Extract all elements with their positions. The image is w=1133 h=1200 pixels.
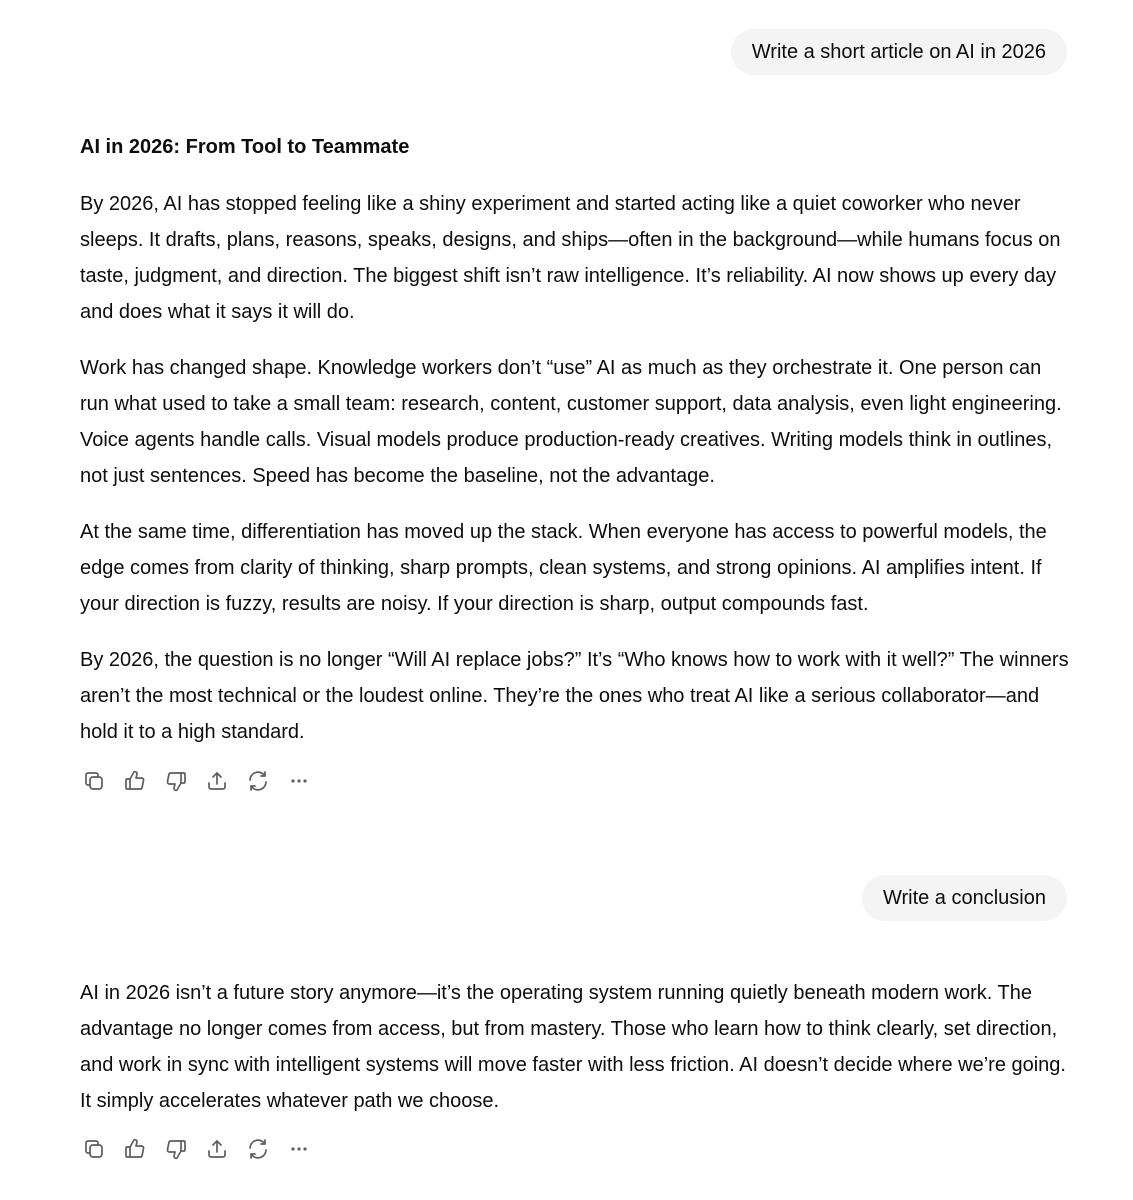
user-message: Write a conclusion: [862, 875, 1067, 921]
article-paragraph: Work has changed shape. Knowledge workers don’t “use” AI as much as they orchestrate it. One person can run what used to take a small team: research, content, customer support, data analysis, even light engineering. Voice agents handle calls. Visual models produce production-ready creatives. Writing models think in outlines, not just sentences. Speed has become the baseline, not the advantage.: [80, 357, 1062, 487]
share-button[interactable]: [203, 767, 231, 795]
more-button[interactable]: [285, 1135, 313, 1163]
thumbs-down-icon: [164, 769, 188, 793]
article-paragraph: By 2026, the question is no longer “Will AI replace jobs?” It’s “Who knows how to work with it well?” The winners aren’t the most technical or the loudest online. They’re the ones who treat AI like a serious collaborator—and hold it to a high standard.: [80, 649, 1069, 743]
more-icon: [287, 769, 311, 793]
thumbs-down-button[interactable]: [162, 767, 190, 795]
regenerate-button[interactable]: [244, 1135, 272, 1163]
thumbs-up-button[interactable]: [121, 767, 149, 795]
more-button[interactable]: [285, 767, 313, 795]
article-paragraph: By 2026, AI has stopped feeling like a shiny experiment and started acting like a quiet coworker who never sleeps. It drafts, plans, reasons, speaks, designs, and ships—often in the background—while humans focus on taste, judgment, and direction. The biggest shift isn’t raw intelligence. It’s reliability. AI now shows up every day and does what it says it will do.: [80, 193, 1061, 323]
conclusion-paragraph: AI in 2026 isn’t a future story anymore—it’s the operating system running quietly beneath modern work. The advantage no longer comes from access, but from mastery. Those who learn how to think clearly, set direction, and work in sync with intelligent systems will move faster with less friction. AI doesn’t decide where we’re going. It simply accelerates whatever path we choose.: [80, 982, 1066, 1112]
regenerate-icon: [246, 1137, 270, 1161]
user-message: Write a short article on AI in 2026: [731, 29, 1067, 75]
message-actions: [80, 767, 313, 795]
share-icon: [205, 769, 229, 793]
more-icon: [287, 1137, 311, 1161]
copy-button[interactable]: [80, 767, 108, 795]
article-paragraph: At the same time, differentiation has moved up the stack. When everyone has access to powerful models, the edge comes from clarity of thinking, sharp prompts, clean systems, and strong opinions. AI amplifies intent. If your direction is fuzzy, results are noisy. If your direction is sharp, output compounds fast.: [80, 521, 1047, 615]
assistant-message: [80, 129, 1070, 750]
thumbs-up-icon: [123, 769, 147, 793]
regenerate-button[interactable]: [244, 767, 272, 795]
copy-icon: [82, 769, 106, 793]
copy-button[interactable]: [80, 1135, 108, 1163]
thumbs-up-icon: [123, 1137, 147, 1161]
thumbs-up-button[interactable]: [121, 1135, 149, 1163]
message-actions: [80, 1135, 313, 1163]
share-icon: [205, 1137, 229, 1161]
assistant-message: [80, 975, 1070, 1119]
article-heading: AI in 2026: From Tool to Teammate: [80, 136, 410, 158]
regenerate-icon: [246, 769, 270, 793]
copy-icon: [82, 1137, 106, 1161]
thumbs-down-icon: [164, 1137, 188, 1161]
share-button[interactable]: [203, 1135, 231, 1163]
thumbs-down-button[interactable]: [162, 1135, 190, 1163]
